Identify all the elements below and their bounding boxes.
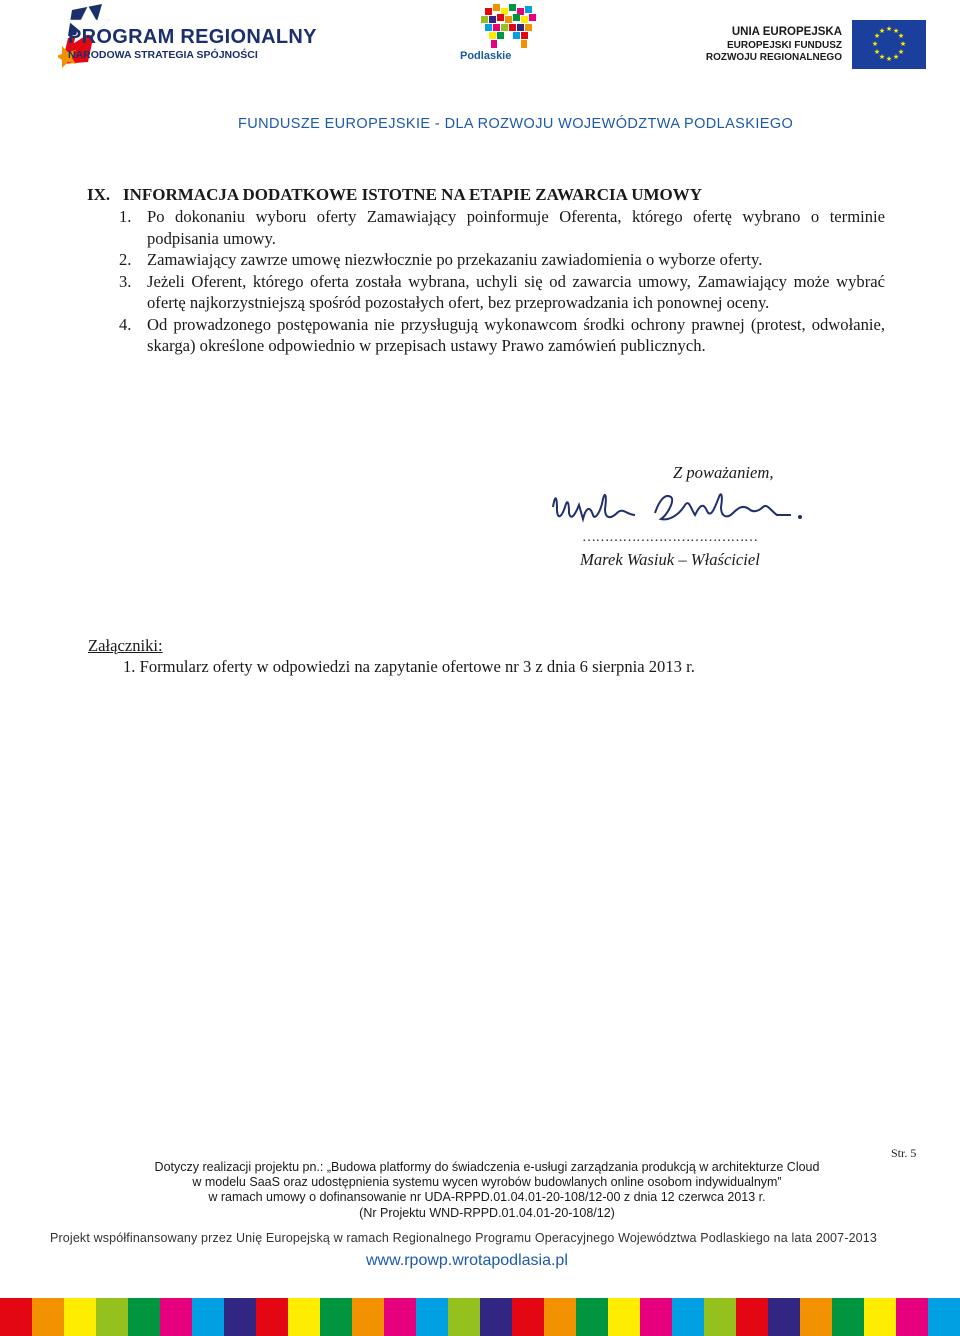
list-item-number: 2. xyxy=(119,250,132,269)
list-item xyxy=(119,206,885,249)
section-heading xyxy=(87,185,702,205)
stripe-segment xyxy=(192,1298,224,1336)
stripe-segment xyxy=(160,1298,192,1336)
stripe-segment xyxy=(64,1298,96,1336)
cofinance-note: Projekt współfinansowany przez Unię Europejską w ramach Regionalnego Programu Operacyjnego Województwa Podlaskiego na lata 2007-2013 xyxy=(50,1231,877,1245)
project-note xyxy=(0,1160,960,1221)
stripe-segment xyxy=(416,1298,448,1336)
eu-flag-icon xyxy=(852,20,926,69)
project-note-line4: (Nr Projektu WND-RPPD.01.04.01-20-108/12) xyxy=(359,1205,615,1220)
project-note-line3: w ramach umowy o dofinansowanie nr UDA-RPPD.01.04.01-20-108/12-00 z dnia 12 czerwca 2013 r. xyxy=(208,1190,766,1205)
stripe-segment xyxy=(704,1298,736,1336)
stripe-segment xyxy=(224,1298,256,1336)
stripe-segment xyxy=(736,1298,768,1336)
eu-line3: ROZWOJU REGIONALNEGO xyxy=(705,52,842,63)
list-item-number: 4. xyxy=(119,314,132,334)
program-subtitle: NARODOWA STRATEGIA SPÓJNOŚCI xyxy=(68,49,258,61)
eu-logo xyxy=(705,20,930,70)
svg-text:★: ★ xyxy=(873,48,881,56)
svg-text:★: ★ xyxy=(885,25,893,33)
page-number: Str. 5 xyxy=(891,1146,917,1160)
stripe-segment xyxy=(896,1298,928,1336)
stripe-segment xyxy=(864,1298,896,1336)
svg-text:★: ★ xyxy=(897,32,905,40)
color-stripe xyxy=(0,1298,960,1336)
list-item-text: Jeżeli Oferent, którego oferta została wybrana, uchyli się od zawarcia umowy, Zamawiający może wybrać ofertę najkorzystniejszą spośród pozostałych ofert, bez przeprowadzania ich ponownej oceny. xyxy=(147,271,885,312)
section-title: INFORMACJA DODATKOWE ISTOTNE NA ETAPIE ZAWARCIA UMOWY xyxy=(123,185,703,204)
list-item-number: 3. xyxy=(119,271,132,291)
stripe-segment xyxy=(576,1298,608,1336)
project-note-line1: Dotyczy realizacji projektu pn.: „Budowa platformy do świadczenia e-usługi zarządzania produkcją w architekturze Cloud xyxy=(154,1160,820,1174)
list-item-number: 1. xyxy=(119,207,132,226)
svg-text:★: ★ xyxy=(892,53,900,61)
attachment-item xyxy=(123,657,695,677)
svg-text:★: ★ xyxy=(899,40,907,48)
stripe-segment xyxy=(128,1298,160,1336)
handwritten-signature xyxy=(545,485,810,530)
stripe-segment xyxy=(832,1298,864,1336)
stripe-segment xyxy=(32,1298,64,1336)
svg-text:★: ★ xyxy=(873,32,881,40)
stripe-segment xyxy=(288,1298,320,1336)
signature-line: ………………………………… xyxy=(582,530,758,545)
section-items xyxy=(119,206,885,357)
website-link[interactable]: www.rpowp.wrotapodlasia.pl xyxy=(366,1252,568,1269)
svg-text:★: ★ xyxy=(878,53,886,61)
attachment-number: 1. xyxy=(123,657,136,676)
list-item-text: Od prowadzonego postępowania nie przysługują wykonawcom środki ochrony prawnej (protest, odwołanie, skarga) określone odpowiednio w przepisach ustawy Prawo zamówień publicznych. xyxy=(147,314,885,355)
list-item xyxy=(119,249,885,271)
svg-text:★: ★ xyxy=(878,27,886,35)
program-title: PROGRAM REGIONALNY xyxy=(68,26,317,48)
svg-text:★: ★ xyxy=(892,27,900,35)
stripe-segment xyxy=(352,1298,384,1336)
svg-text:★: ★ xyxy=(897,48,905,56)
section-number: IX. xyxy=(87,185,111,204)
closing-regards: Z poważaniem, xyxy=(673,463,774,482)
stripe-segment xyxy=(320,1298,352,1336)
stripe-segment xyxy=(0,1298,32,1336)
list-item xyxy=(119,314,885,357)
project-note-line2: w modelu SaaS oraz udostępnienia systemu wycen wyrobów budowlanych online osobom indywidualnym” xyxy=(192,1175,782,1190)
stripe-segment xyxy=(384,1298,416,1336)
attachments-title: Załączniki: xyxy=(88,636,163,655)
signer-name: Marek Wasiuk – Właściciel xyxy=(580,550,760,569)
list-item-text: Zamawiający zawrze umowę niezwłocznie po przekazaniu zawiadomienia o wyborze oferty. xyxy=(147,250,763,269)
svg-text:★: ★ xyxy=(885,55,893,63)
podlaskie-label: Podlaskie xyxy=(460,50,512,62)
stripe-segment xyxy=(640,1298,672,1336)
list-item-text: Po dokonaniu wyboru oferty Zamawiający poinformuje Oferenta, którego ofertę wybrano o terminie podpisania umowy. xyxy=(147,207,885,248)
stripe-segment xyxy=(672,1298,704,1336)
stripe-segment xyxy=(928,1298,960,1336)
stripe-segment xyxy=(800,1298,832,1336)
stripe-segment xyxy=(544,1298,576,1336)
stripe-segment xyxy=(768,1298,800,1336)
svg-text:★: ★ xyxy=(871,40,879,48)
eu-line1: UNIA EUROPEJSKA xyxy=(731,26,842,38)
stripe-segment xyxy=(512,1298,544,1336)
stripe-segment xyxy=(608,1298,640,1336)
eu-line2: EUROPEJSKI FUNDUSZ xyxy=(726,40,842,51)
stripe-segment xyxy=(448,1298,480,1336)
stripe-segment xyxy=(480,1298,512,1336)
stripe-segment xyxy=(96,1298,128,1336)
stripe-segment xyxy=(256,1298,288,1336)
header-tagline: FUNDUSZE EUROPEJSKIE - DLA ROZWOJU WOJEWÓDZTWA PODLASKIEGO xyxy=(238,116,794,132)
attachment-text: Formularz oferty w odpowiedzi na zapytanie ofertowe nr 3 z dnia 6 sierpnia 2013 r. xyxy=(139,657,695,676)
list-item xyxy=(119,271,885,314)
